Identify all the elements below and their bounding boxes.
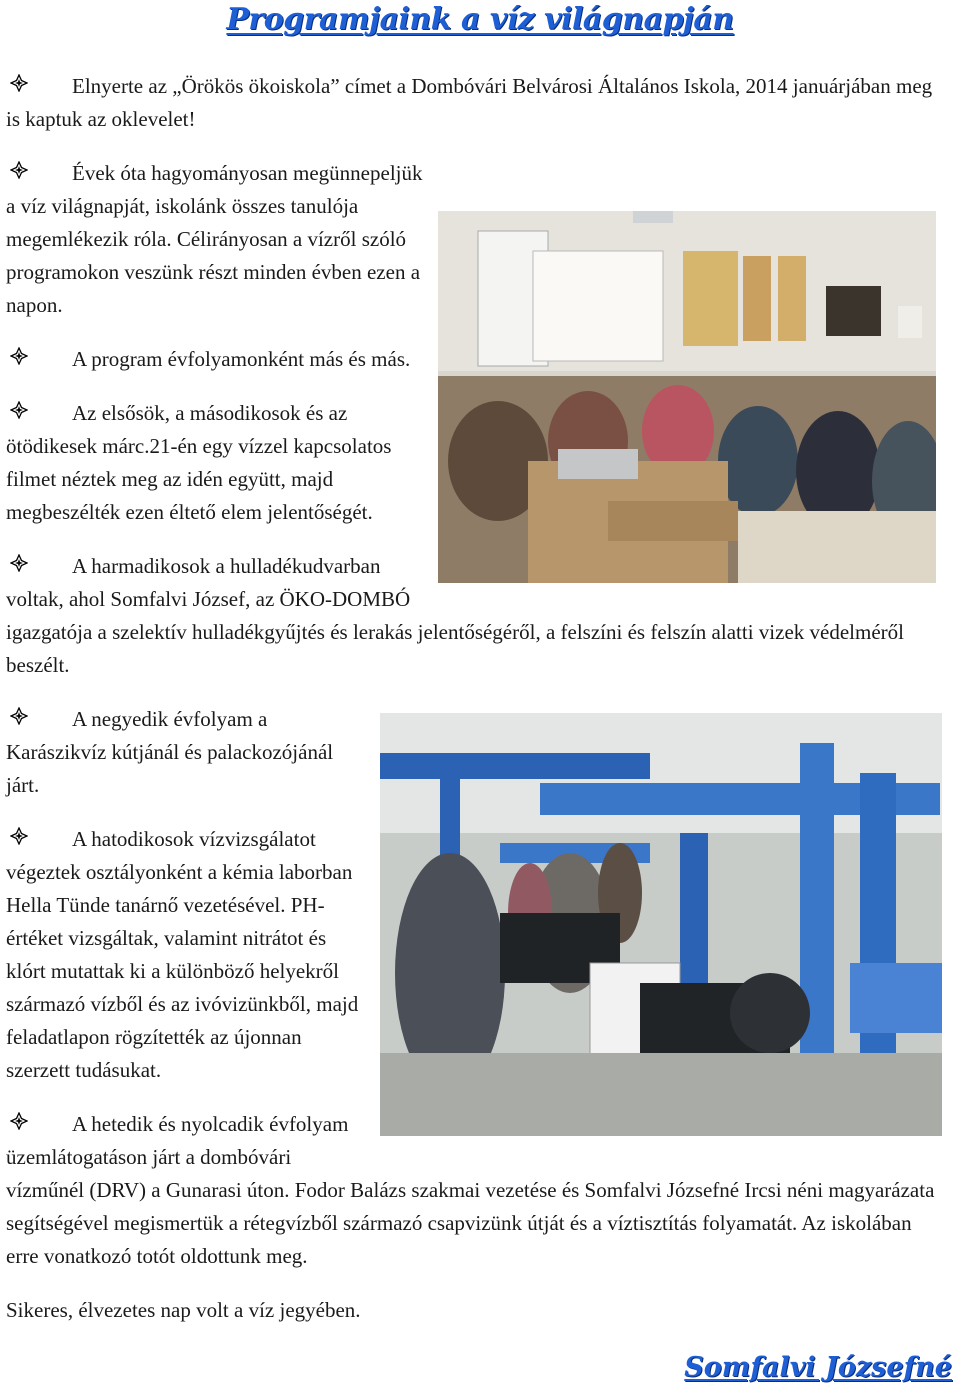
four-diamond-star-icon (6, 347, 72, 367)
paragraph-text: Évek óta hagyományosan megünnepeljük a víz világnapját, iskolánk összes tanulója megemlékezik róla. Célirányosan a vízről szóló programokon veszünk részt minden évben ezen a napon. (6, 161, 423, 317)
four-diamond-star-icon (6, 827, 72, 847)
paragraph-text: Elnyerte az „Örökös ökoiskola” címet a Dombóvári Belvárosi Általános Iskola, 2014 januárjában meg is kaptuk az oklevelet! (6, 74, 933, 131)
author-signature: Somfalvi Józsefné (684, 1352, 952, 1383)
page-title: Programjaink a víz világnapján (226, 2, 734, 37)
four-diamond-star-icon (6, 401, 72, 421)
four-diamond-star-icon (6, 161, 72, 181)
paragraph-text: A negyedik évfolyam a Karászikvíz kútjánál és palackozójánál járt. (6, 707, 334, 797)
paragraph-text: A hetedik és nyolcadik évfolyam üzemlátogatáson járt a dombóvári vízműnél (DRV) a Gunarasi úton. Fodor Balázs szakmai vezetése és Somfalvi Józsefné Ircsi néni magyarázata segítségével megismertük a rétegvízből származó csapvizünk útját és a víztisztítás folyamatát. Az iskolában erre vonatkozó totót oldottunk meg. (6, 1112, 935, 1268)
paragraph-closing (6, 1294, 936, 1327)
paragraph-text: Az elsősök, a másodikosok és az ötödikesek márc.21-én egy vízzel kapcsolatos filmet néztek meg az idén együtt, majd megbeszélték ezen éltető elem jelentőségét. (6, 401, 392, 524)
paragraph-text: Sikeres, élvezetes nap volt a víz jegyében. (6, 1298, 361, 1322)
four-diamond-star-icon (6, 707, 72, 727)
four-diamond-star-icon (6, 74, 72, 94)
paragraph-text: A harmadikosok a hulladékudvarban voltak, ahol Somfalvi József, az ÖKO-DOMBÓ igazgatója a szelektív hulladékgyűjtés és lerakás jelentőségéről, a felszíni és felszín alatti vizek védelméről beszélt. (6, 554, 904, 677)
classroom-lab-photo (438, 211, 936, 583)
article-body (6, 70, 936, 1348)
waterworks-pumps-photo (380, 713, 942, 1136)
paragraph-text: A program évfolyamonként más és más. (72, 347, 411, 371)
paragraph-text: A hatodikosok vízvizsgálatot végeztek osztályonként a kémia laborban Hella Tünde tanárnő vezetésével. PH-értéket vizsgáltak, valamint nitrátot és klórt mutattak ki a különböző helyekről származó vízből és az ivóvizünkből, majd feladatlapon rögzítették az újonnan szerzett tudásukat. (6, 827, 359, 1082)
paragraph-award (6, 70, 936, 136)
four-diamond-star-icon (6, 554, 72, 574)
four-diamond-star-icon (6, 1112, 72, 1132)
